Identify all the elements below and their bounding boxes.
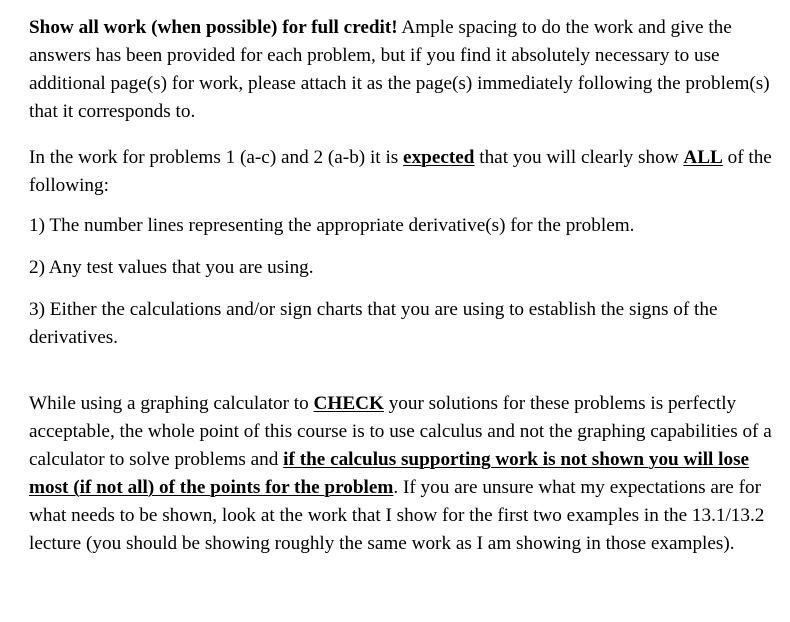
warning-emphasis: if the calculus supporting work is not shown you will lose most (if not all) of the points for the problem	[29, 449, 750, 498]
calculator-text-2: your solutions for these problems is perfectly acceptable, the whole point of this course is to use calculus and not the graphing capabilities of a calculator to solve problems and	[29, 393, 772, 470]
expectation-text-2: that you will clearly show	[474, 147, 684, 168]
expectation-text-3: of the following:	[29, 147, 772, 196]
requirement-item-3: 3) Either the calculations and/or sign charts that you are using to establish the signs of the derivatives.	[29, 299, 718, 348]
requirement-item-1: 1) The number lines representing the appropriate derivative(s) for the problem.	[29, 215, 635, 236]
full-credit-heading: Show all work (when possible) for full credit!	[29, 17, 398, 38]
calculator-text-3: . If you are unsure what my expectations are for what needs to be shown, look at the work that I show for the first two examples in the 13.1/13.2 lecture (you should be showing roughly the same work as I am showing in those examples).	[29, 477, 765, 554]
expected-emphasis: expected	[403, 147, 475, 168]
expectation-text-1: In the work for problems 1 (a-c) and 2 (a-b) it is	[29, 147, 404, 168]
requirement-item-2: 2) Any test values that you are using.	[29, 257, 314, 278]
intro-paragraph	[29, 14, 774, 126]
calculator-paragraph	[29, 390, 774, 558]
check-emphasis: CHECK	[313, 393, 384, 414]
instructions-document	[29, 14, 774, 558]
all-emphasis: ALL	[683, 147, 723, 168]
intro-text: Ample spacing to do the work and give the answers has been provided for each problem, but if you find it absolutely necessary to use additional page(s) for work, please attach it as the page(s) immediately following the problem(s) that it corresponds to.	[29, 17, 770, 122]
expectation-paragraph	[29, 144, 774, 200]
calculator-text-1: While using a graphing calculator to	[29, 393, 314, 414]
